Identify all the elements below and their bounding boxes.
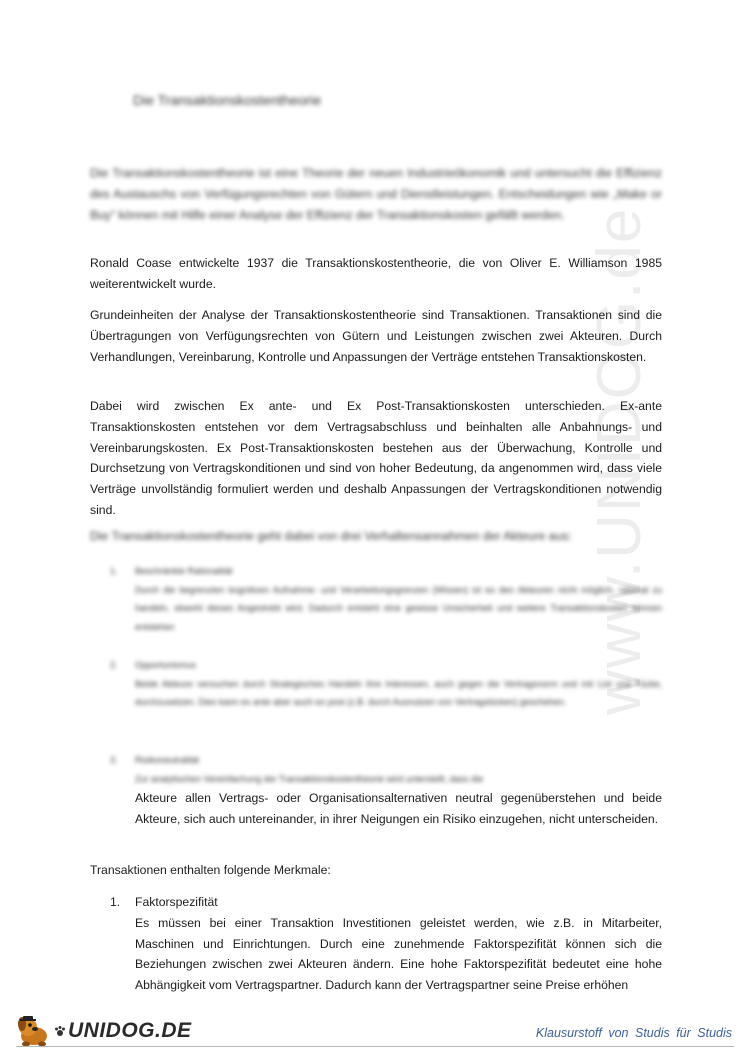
- list-item-heading: Opportunismus: [135, 660, 197, 670]
- list-item-assumption-3: [110, 751, 662, 830]
- paw-icon: [54, 1025, 66, 1037]
- paragraph-ex-ante-ex-post: Dabei wird zwischen Ex ante- und Ex Post-Transaktionskosten unterschieden. Ex-ante Transaktionskosten entstehen vor dem Vertragsabschluss und beinhalten alle Anbahnungs- und Vereinbarungskosten. Ex Post-Transaktionskosten bestehen aus der Überwachung, Kontrolle und Durchsetzung von Vertragskonditionen und sind von hoher Bedeutung, da angenommen wird, dass viele Verträge unvollständig formuliert werden und deshalb Anpassungen der Vertragskonditionen notwendig sind.: [90, 399, 662, 517]
- list-item-heading: Beschränkte Rationalität: [135, 566, 233, 576]
- list-number: 1.: [110, 895, 121, 909]
- list-item-assumption-1: [110, 562, 662, 636]
- list-item-text-blurred: Zur analytischen Vereinfachung der Transaktionskostentheorie wird unterstellt, dass die: [135, 773, 484, 784]
- list-number: 2.: [110, 660, 118, 670]
- paragraph-intro: Die Transaktionskostentheorie ist eine Theorie der neuen Industrieökonomik und untersucht die Effizienz des Austauschs von Verfügungsrechten von Gütern und Dienstleistungen. Entscheidungen wie „Make or Buy“ können mit Hilfe einer Analyse der Effizienz der Transaktionskosten gefällt werden.: [90, 166, 662, 222]
- paragraph-history: [90, 253, 662, 295]
- list-item-feature-1: [110, 892, 662, 996]
- paragraph-units: Grundeinheiten der Analyse der Transaktionskostentheorie sind Transaktionen. Transaktionen sind die Übertragungen von Verfügungsrechten von Gütern und Leistungen zwischen zwei Akteuren. Durch Verhandlungen, Vereinbarung, Kontrolle und Anpassungen der Verträge entstehen Transaktionskosten.: [90, 308, 662, 364]
- paragraph-history-text: Ronald Coase entwickelte 1937 die Transaktionskostentheorie, die von Oliver E. Williamson 1985 weiterentwickelt wurde.: [90, 256, 662, 291]
- list-item-text: Beide Akteure versuchen durch Strategisches Handeln ihre Interessen, auch gegen die Vertragsnorm und mit List und Tücke, durchzusetzen. Dies kann ex ante aber auch ex post (z.B. durch Ausnutzen von Vertragslücken) geschehen.: [135, 678, 662, 707]
- watermark: www.UNIDOG.de: [585, 206, 654, 715]
- paragraph-assumptions-intro: Die Transaktionskostentheorie geht dabei von drei Verhaltensannahmen der Akteure aus:: [90, 529, 572, 543]
- list-item-heading: Risikoneutralität: [135, 755, 200, 765]
- list-number: 3.: [110, 755, 118, 765]
- list-item-text: Durch die begrenzten kognitiven Aufnahme- und Verarbeitungsgrenzen (Wissen) ist es den Akteuren nicht möglich, rational zu handeln, obwohl dieses Angestrebt wird. Dadurch entsteht eine gewisse Unsicherheit und weitere Transaktionskosten können entstehen: [135, 584, 662, 632]
- list-item-assumption-2: [110, 656, 662, 712]
- list-item-text: Es müssen bei einer Transaktion Investitionen geleistet werden, wie z.B. in Mitarbeiter, Maschinen und Einrichtungen. Durch eine zunehmende Faktorspezifität können sich die Beziehungen zwischen zwei Akteuren ändern. Eine hohe Faktorspezifität bedeutet eine hohe Abhängigkeit vom Vertragspartner. Dadurch kann der Vertragspartner seine Preise erhöhen: [135, 915, 662, 993]
- features-intro: Transaktionen enthalten folgende Merkmale:: [90, 863, 331, 877]
- dog-mascot-icon: [14, 1014, 54, 1048]
- footer-divider: [16, 1046, 734, 1047]
- footer-tagline: Klausurstoff von Studis für Studis: [535, 1026, 732, 1040]
- list-item-text: Akteure allen Vertrags- oder Organisationsalternativen neutral gegenüberstehen und beide Akteure, sich auch untereinander, in ihrer Neigungen ein Risiko einzugehen, nicht unterscheiden.: [135, 791, 662, 826]
- document-title: Die Transaktionskostentheorie: [133, 92, 322, 108]
- list-number: 1.: [110, 566, 118, 576]
- unidog-logo: [14, 1014, 192, 1048]
- list-item-heading: Faktorspezifität: [135, 895, 218, 909]
- logo-text: UNIDOG.DE: [68, 1019, 192, 1042]
